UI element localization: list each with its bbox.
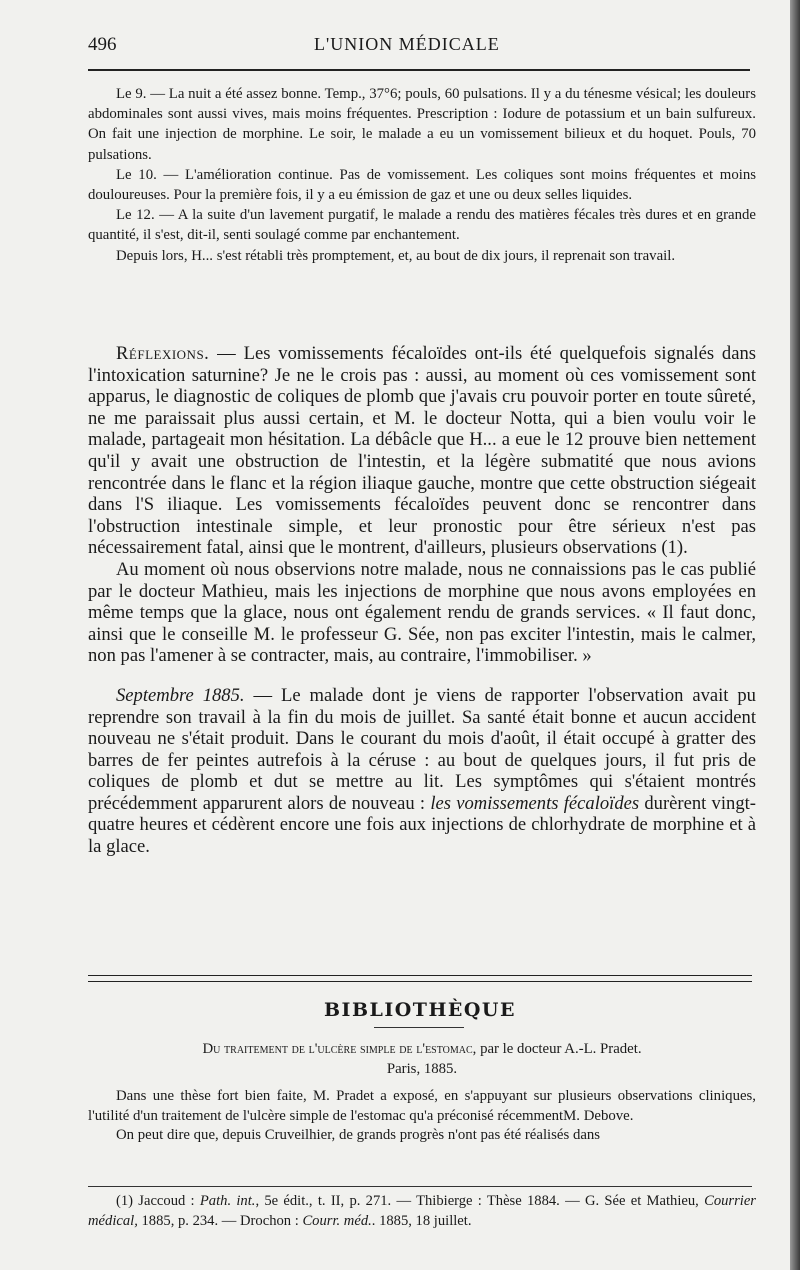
footnote-text-2: 1885, p. 234. — Drochon : (137, 1212, 303, 1229)
footnote-text-1: , 5e édit., t. II, p. 271. — Thibierge : Thèse 1884. — G. Sée et Mathieu, (255, 1193, 705, 1209)
page-number: 496 (88, 34, 117, 55)
note-day-9: Le 9. — La nuit a été assez bonne. Temp., 37°6; pouls, 60 pulsations. Il y a du ténesme vésical; les douleurs abdominales sont aussi vives, mais moins fréquentes. Prescription : Iodure de potassium et un bain sulfureux. On fait une injection de morphine. Le soir, le malade a eu un vomissement bilieux et du hoquet. Pouls, 70 pulsations. (88, 86, 756, 163)
reflexions-paragraph (88, 343, 756, 559)
footnote-text (88, 1192, 756, 1231)
footnote-ref-2: Courrier médical, (88, 1193, 756, 1229)
september-text-a: — Le malade dont je viens de rapporter l'observation avait pu reprendre son travail à la fin du mois de juillet. Sa santé était bonne et aucun accident nouveau ne s'était produit. Dans le courant du mois d'août, il était occupé à gratter des barres de fer peintes autrefois à la céruse : au bout de quelques jours, il fut pris de coliques de plomb et dut se mettre au lit. Les symptômes qui s'étaient montrés précédemment apparurent alors de nouveau : (88, 684, 756, 814)
page-header (88, 34, 754, 60)
header-rule (88, 69, 750, 71)
footnote (88, 1192, 756, 1231)
reflexions-label: Réflexions. (116, 343, 210, 364)
note-day-12: Le 12. — A la suite d'un lavement purgatif, le malade a rendu des matières fécales très dures et en grande quantité, il s'est, dit-il, senti soulagé comme par enchantement. (88, 207, 756, 244)
footnote-mark: (1) Jaccoud : (116, 1193, 200, 1209)
note-day-10: Le 10. — L'amélioration continue. Pas de vomissement. Les coliques sont moins fréquentes et moins douloureuses. Pour la première fois, il y a eu émission de gaz et une ou deux selles liquides. (88, 166, 756, 204)
note-recovery: Depuis lors, H... s'est rétabli très promptement, et, au bout de dix jours, il reprenait son travail. (116, 247, 676, 264)
reflexions-text: — Les vomissements fécaloïdes ont-ils été quelquefois signalés dans l'intoxication saturnine? Je ne le crois pas : aussi, au moment où ces vomissement sont apparus, le diagnostic de coliques de plomb que j'avais cru pouvoir porter en toute sûreté, ne me paraissait plus aussi certain, et M. le docteur Notta, qui a bien voulu voir le malade, partageait mon hésitation. La débâcle que H... a eue le 12 prouve bien nettement qu'il y avait une obstruction de l'intestin, et la légère submatité que nous avions rencontrée dans le flanc et la région iliaque gauche, montre que cette obstruction siégeait dans l'S iliaque. Les vomissements fécaloïdes peuvent donc se rencontrer dans l'obstruction intestinale simple, et leur pronostic pour être sérieux n'est pas nécessairement fatal, ainsi que le montrent, d'ailleurs, plusieurs observations (1). (88, 343, 756, 559)
section-double-rule (88, 975, 752, 982)
page-edge-shadow (790, 0, 800, 1270)
paragraph-2: Au moment où nous observions notre malade, nous ne connaissions pas le cas publié par le docteur Mathieu, mais les injections de morphine que nous avons employées en même temps que la glace, nous ont également rendu de grands services. « Il faut donc, ainsi que le conseille M. le professeur G. Sée, non pas exciter l'intestin, mais le calmer, non pas l'amener à se contracter, mais, au contraire, l'immobiliser. » (88, 558, 756, 667)
footnote-rule (88, 1186, 752, 1187)
review-paragraph-2: On peut dire que, depuis Cruveilhier, de grands progrès n'ont pas été réalisés dans (116, 1127, 601, 1144)
title-rule (374, 1027, 464, 1028)
running-title: L'UNION MÉDICALE (314, 34, 500, 54)
september-date: Septembre 1885. (116, 684, 245, 706)
bibliotheque-section (88, 1040, 756, 1146)
footnote-text-3: . 1885, 18 juillet. (371, 1212, 472, 1229)
book-author: par le docteur A.-L. Pradet. (476, 1041, 642, 1057)
review-paragraph-1: Dans une thèse fort bien faite, M. Pradet a exposé, en s'appuyant sur plusieurs observations cliniques, l'utilité d'un traitement de l'ulcère simple de l'estomac qu'a préconisé récemmentM. Debove. (88, 1088, 756, 1124)
section-title: BIBLIOTHÈQUE (324, 999, 516, 1021)
footnote-ref-3: Courr. méd. (302, 1212, 372, 1229)
book-title: Du traitement de l'ulcère simple de l'estomac, (202, 1041, 477, 1057)
case-notes (88, 84, 756, 266)
september-paragraph (88, 685, 756, 858)
september-text-b: durèrent vingt-quatre heures et cédèrent encore une fois aux injections de chlorhydrate de morphine et à la glace. (88, 792, 756, 858)
september-italic: les vomissements fécaloïdes (430, 792, 640, 814)
main-text (88, 343, 756, 858)
book-place: Paris, 1885. (386, 1060, 458, 1077)
book-reference (88, 1040, 756, 1079)
footnote-ref-1: Path. int. (199, 1193, 256, 1209)
